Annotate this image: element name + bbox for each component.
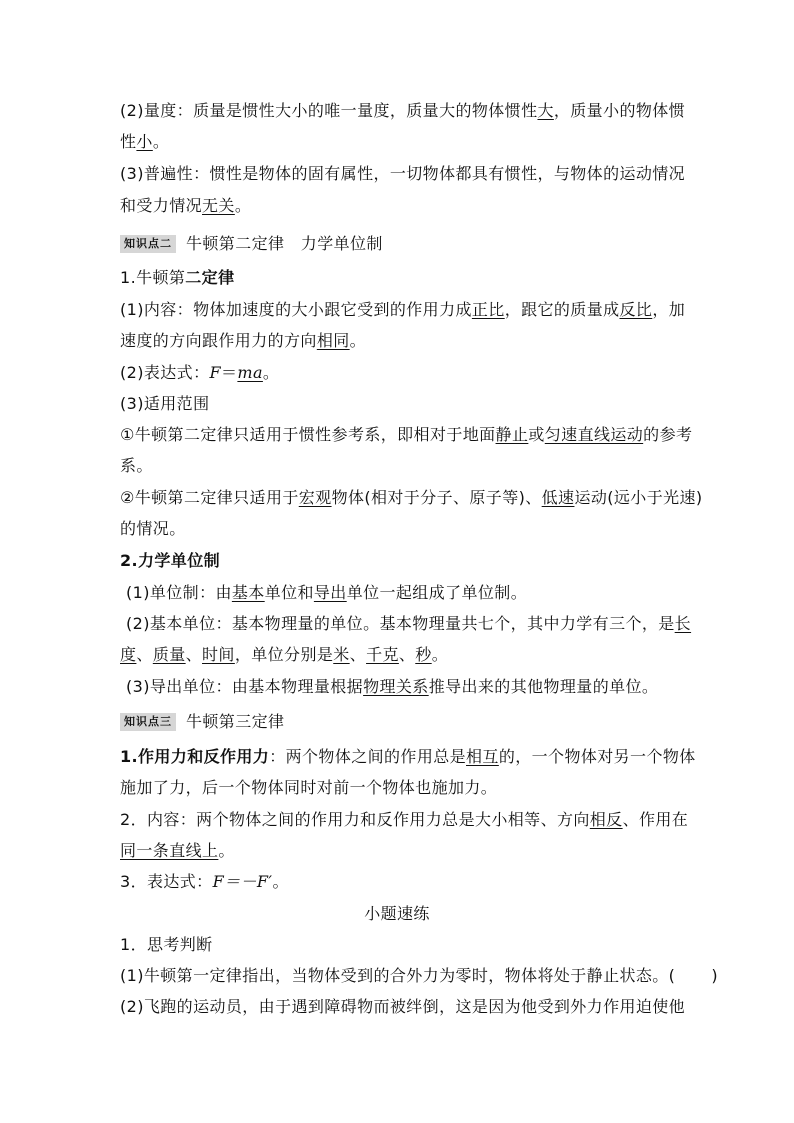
answer-blank: 相互 <box>466 747 499 766</box>
inertia-measure-line-1: (2)量度：质量是惯性大小的唯一量度，质量大的物体惯性大，质量小的物体惯 <box>120 101 686 120</box>
knowledge-point-badge: 知识点二 <box>120 235 176 253</box>
units-2-line-1: (2)基本单位：基本物理量的单位。基本物理量共七个，其中力学有三个，是长 <box>126 614 692 633</box>
scope-1-line-1: ①牛顿第二定律只适用于惯性参考系，即相对于地面静止或匀速直线运动的参考 <box>120 425 693 444</box>
second-law-content-line-2: 速度的方向跟作用力的方向相同。 <box>120 331 367 350</box>
answer-blank: 低速 <box>541 488 575 507</box>
answer-blank: 相同 <box>316 331 350 350</box>
answer-blank: 同一条直线上 <box>120 841 219 860</box>
answer-blank: 静止 <box>495 425 529 444</box>
answer-blank: 无关 <box>202 196 235 215</box>
answer-blank: 大 <box>537 101 554 120</box>
answer-blank: 物理关系 <box>363 677 429 696</box>
second-law-expression: (2)表达式：F＝ma。 <box>120 363 280 382</box>
answer-blank: 时间 <box>202 645 235 664</box>
practice-question-heading: 1．思考判断 <box>120 935 213 954</box>
practice-question-1: (1)牛顿第一定律指出，当物体受到的合外力为零时，物体将处于静止状态。( ) <box>120 966 718 985</box>
answer-blank: 长 <box>674 614 692 633</box>
answer-blank: 秒 <box>415 645 432 664</box>
answer-blank: 米 <box>333 645 350 664</box>
units-2-line-2: 度、质量、时间，单位分别是米、千克、秒。 <box>120 645 449 664</box>
units-1: (1)单位制：由基本单位和导出单位一起组成了单位制。 <box>126 583 528 602</box>
section-2-title: 牛顿第二定律 力学单位制 <box>186 234 383 253</box>
answer-blank: 千克 <box>366 645 399 664</box>
inertia-universality-line-2: 和受力情况无关。 <box>120 196 252 215</box>
answer-blank: 相反 <box>589 810 623 829</box>
scope-1-line-2: 系。 <box>120 456 153 475</box>
answer-blank: 正比 <box>471 300 505 319</box>
answer-blank: 度 <box>120 645 137 664</box>
third-law-p2-line-2: 同一条直线上。 <box>120 841 235 860</box>
answer-blank: 宏观 <box>298 488 332 507</box>
units-3: (3)导出单位：由基本物理量根据物理关系推导出来的其他物理量的单位。 <box>126 677 659 696</box>
answer-blank: ma <box>237 363 263 382</box>
answer-blank: 质量 <box>152 645 186 664</box>
units-heading: 2.力学单位制 <box>120 551 221 570</box>
practice-title: 小题速练 <box>364 904 430 923</box>
second-law-content-line-1: (1)内容：物体加速度的大小跟它受到的作用力成正比，跟它的质量成反比，加 <box>120 300 686 319</box>
third-law-p1-line-1: 1.作用力和反作用力：两个物体之间的作用总是相互的，一个物体对另一个物体 <box>120 747 696 766</box>
third-law-expression: 3．表达式：F＝－F′。 <box>120 872 289 891</box>
third-law-p1-line-2: 施加了力，后一个物体同时对前一个物体也施加力。 <box>120 778 498 797</box>
section-3-title: 牛顿第三定律 <box>186 712 285 731</box>
section-2-heading <box>120 233 680 255</box>
inertia-measure-line-2: 性小。 <box>120 132 170 151</box>
scope-title: (3)适用范围 <box>120 394 210 413</box>
newton-second-law-heading: 1.牛顿第二定律 <box>120 268 235 287</box>
inertia-universality-line-1: (3)普遍性：惯性是物体的固有属性，一切物体都具有惯性，与物体的运动情况 <box>120 164 686 183</box>
answer-blank: 小 <box>136 132 153 151</box>
scope-2-line-1: ②牛顿第二定律只适用于宏观物体(相对于分子、原子等)、低速运动(远小于光速) <box>120 488 703 507</box>
practice-question-2: (2)飞跑的运动员，由于遇到障碍物而被绊倒，这是因为他受到外力作用迫使他 <box>120 997 686 1016</box>
answer-blank: 基本 <box>231 583 265 602</box>
third-law-p2-line-1: 2．内容：两个物体之间的作用力和反作用力总是大小相等、方向相反、作用在 <box>120 810 689 829</box>
answer-blank: 导出 <box>313 583 347 602</box>
scope-2-line-2: 的情况。 <box>120 519 186 538</box>
knowledge-point-badge: 知识点三 <box>120 713 176 731</box>
answer-blank: 匀速直线运动 <box>544 425 644 444</box>
answer-blank: 反比 <box>619 300 653 319</box>
section-3-heading <box>120 711 680 733</box>
